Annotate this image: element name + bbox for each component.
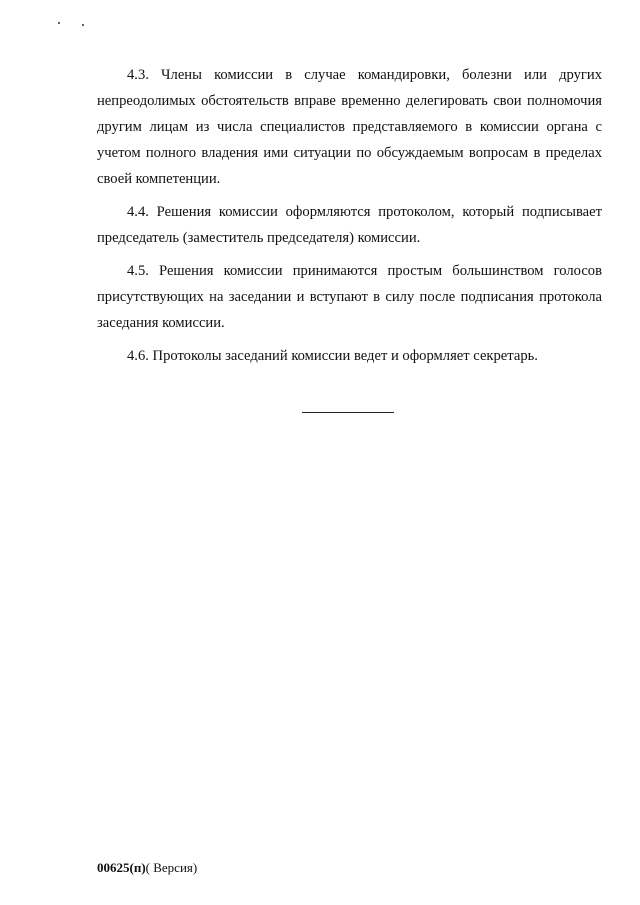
paragraph-4-3: 4.3. Члены комиссии в случае командировки, болезни или других непреодолимых обстоятельств вправе временно делегировать свои полномочия другим лицам из числа специалистов представляемого в комиссии органа с учетом полного владения ими ситуации по обсуждаемым вопросам в пределах своей компетенции.	[97, 67, 602, 187]
paragraph-4-4: 4.4. Решения комиссии оформляются протоколом, который подписывает председатель (заместитель председателя) комиссии.	[97, 204, 602, 246]
scan-speck	[82, 24, 84, 26]
document-body	[97, 62, 602, 376]
paragraph-4-6: 4.6. Протоколы заседаний комиссии ведет и оформляет секретарь.	[127, 348, 538, 364]
paragraph-4-5: 4.5. Решения комиссии принимаются простым большинством голосов присутствующих на заседании и вступают в силу после подписания протокола заседания комиссии.	[97, 263, 602, 331]
footer-version: ( Версия)	[145, 860, 198, 875]
document-footer	[97, 860, 197, 876]
footer-document-code: 00625(п)	[97, 860, 146, 875]
scan-speck	[58, 22, 60, 24]
end-of-text-divider	[302, 412, 394, 413]
